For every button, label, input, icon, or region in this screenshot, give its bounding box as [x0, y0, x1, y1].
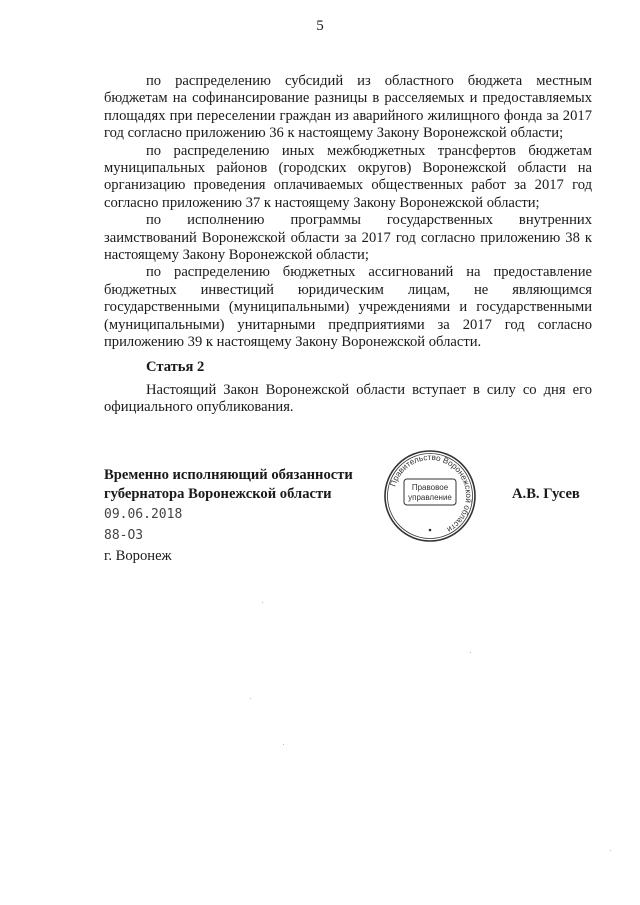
- stamp-graphic: [382, 448, 478, 544]
- paragraph-borrowings: по исполнению программы государственных внутренних заимствований Воронежской области за 2017 год согласно приложению 38 к настоящему Закону Воронежской области;: [104, 212, 592, 264]
- page-number: 5: [316, 18, 324, 34]
- stamp-center-line2: управление: [408, 493, 452, 502]
- stamp-ring-text: Правительство Воронежской области: [388, 452, 474, 535]
- paragraph-subsidies: по распределению субсидий из областного бюджета местным бюджетам на софинансирование разницы в расселяемых и предоставляемых площадях при переселении граждан из аварийного жилищного фонда за 2017 год согласно приложению 36 к настоящему Закону Воронежской области;: [104, 73, 592, 142]
- signature-title-line2: губернатора Воронежской области: [104, 486, 332, 502]
- scan-speck: [283, 744, 284, 745]
- article-text: Настоящий Закон Воронежской области вступает в силу со дня его официального опубликования.: [104, 381, 592, 416]
- stamp-dot: [429, 529, 432, 532]
- signature-city: г. Воронеж: [104, 548, 172, 564]
- paragraph-transfers: по распределению иных межбюджетных трансфертов бюджетам муниципальных районов (городских округов) Воронежской области на организацию проведения оплачиваемых общественных работ за 2017 год согласно приложению 37 к настоящему Закону Воронежской области;: [104, 142, 592, 211]
- official-stamp-icon: [382, 448, 478, 544]
- scan-speck: [470, 652, 471, 653]
- signatory-name: А.В. Гусев: [512, 486, 580, 502]
- paragraph-investments: по распределению бюджетных ассигнований на предоставление бюджетных инвестиций юридическим лицам, не являющимся государственными (муниципальными) учреждениями и государственными (муниципальными) унитарными предприятиями за 2017 год согласно приложению 39 к настоящему Закону Воронежской области.: [104, 264, 592, 351]
- law-number: 88-ОЗ: [104, 528, 144, 543]
- scan-speck: [250, 698, 251, 699]
- signature-block: [104, 466, 374, 567]
- scan-speck: [610, 850, 611, 851]
- article-heading: Статья 2: [146, 358, 205, 375]
- scan-speck: [262, 602, 263, 603]
- law-body-text: [104, 73, 592, 417]
- signature-date: 09.06.2018: [104, 507, 183, 522]
- signature-title-line1: Временно исполняющий обязанности: [104, 467, 353, 483]
- stamp-center-line1: Правовое: [411, 483, 449, 492]
